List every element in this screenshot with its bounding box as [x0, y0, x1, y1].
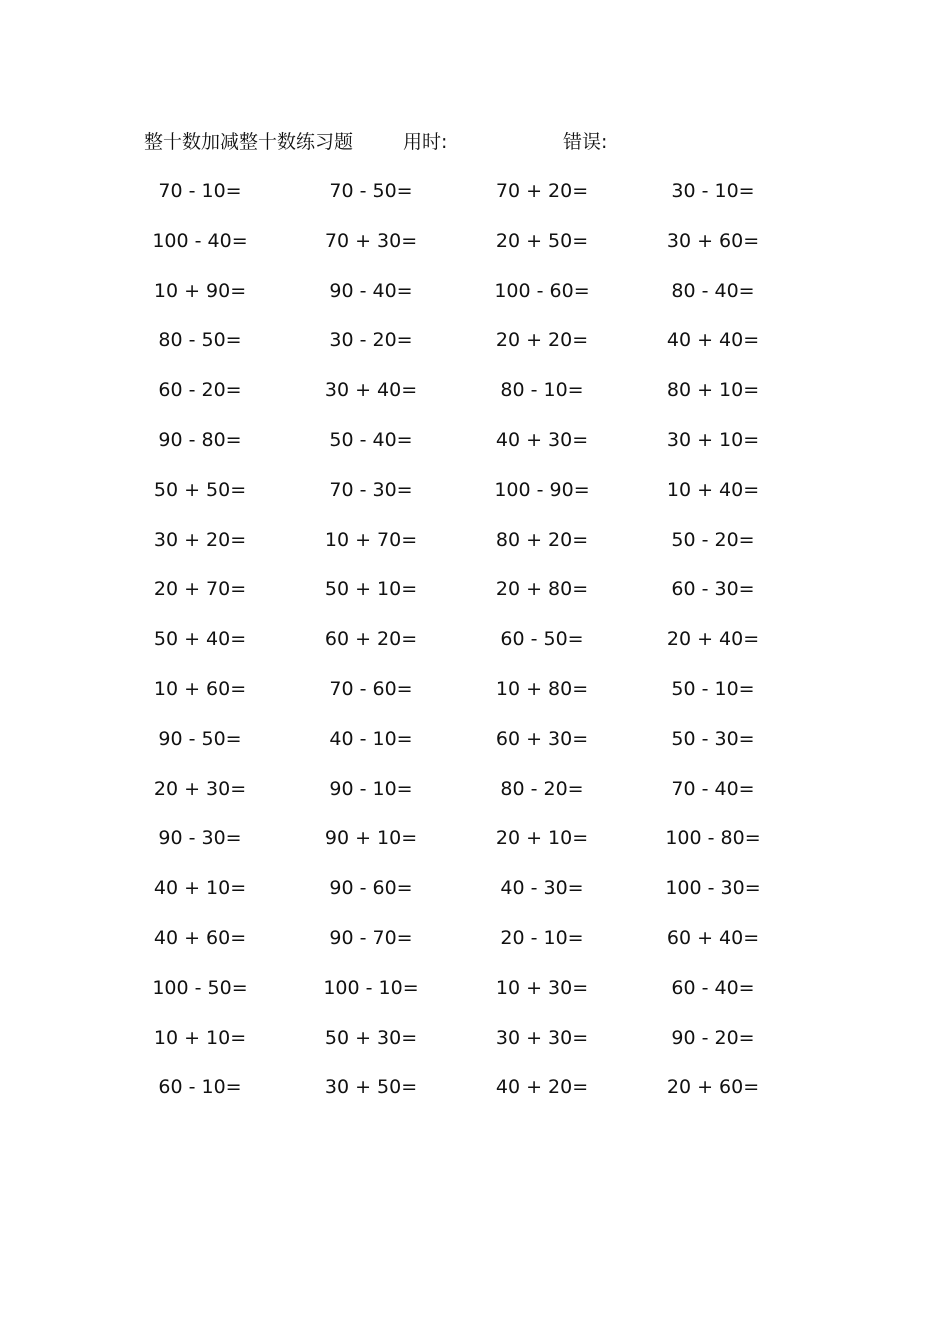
problem-cell: 70 + 20= — [495, 180, 589, 202]
problem-cell: 30 + 50= — [324, 1076, 418, 1099]
problem-cell: 40 - 30= — [500, 877, 584, 900]
problem-cell: 100 - 90= — [494, 478, 590, 501]
problem-cell: 70 - 50= — [329, 180, 413, 202]
problem-cell: 100 - 40= — [152, 229, 248, 252]
problem-cell: 90 - 30= — [158, 827, 242, 850]
problem-cell: 30 - 10= — [671, 180, 755, 202]
problem-cell: 60 - 10= — [158, 1076, 242, 1099]
problem-cell: 40 + 20= — [495, 1076, 589, 1099]
problem-grid — [140, 176, 800, 1122]
problem-cell: 90 + 10= — [324, 827, 418, 850]
problem-cell: 30 + 10= — [666, 428, 760, 451]
problem-cell: 70 - 30= — [329, 478, 413, 501]
problem-row — [140, 425, 800, 475]
problem-cell: 80 + 20= — [495, 528, 589, 551]
problem-row — [140, 226, 800, 276]
problem-cell: 50 - 30= — [671, 727, 755, 750]
problem-cell: 60 + 30= — [495, 727, 589, 750]
problem-row — [140, 1023, 800, 1073]
problem-row — [140, 1072, 800, 1122]
problem-cell: 70 - 10= — [158, 180, 242, 202]
problem-cell: 10 + 60= — [153, 677, 247, 700]
problem-row — [140, 176, 800, 226]
problem-cell: 80 - 10= — [500, 379, 584, 402]
error-label: 错误: — [563, 131, 608, 153]
problem-cell: 60 - 20= — [158, 379, 242, 402]
problem-cell: 50 + 40= — [153, 628, 247, 651]
problem-cell: 20 + 50= — [495, 229, 589, 252]
problem-cell: 100 - 60= — [494, 279, 590, 302]
problem-cell: 40 + 60= — [153, 926, 247, 949]
problem-cell: 80 - 40= — [671, 279, 755, 302]
problem-cell: 60 - 50= — [500, 628, 584, 651]
problem-row — [140, 375, 800, 425]
problem-cell: 20 + 70= — [153, 578, 247, 601]
problem-cell: 100 - 30= — [665, 877, 761, 900]
problem-cell: 80 - 50= — [158, 329, 242, 352]
problem-cell: 50 - 40= — [329, 428, 413, 451]
problem-cell: 20 + 40= — [666, 628, 760, 651]
problem-row — [140, 973, 800, 1023]
problem-cell: 90 - 50= — [158, 727, 242, 750]
problem-cell: 100 - 80= — [665, 827, 761, 850]
problem-cell: 30 + 20= — [153, 528, 247, 551]
problem-row — [140, 674, 800, 724]
problem-cell: 90 - 80= — [158, 428, 242, 451]
problem-cell: 40 - 10= — [329, 727, 413, 750]
problem-cell: 20 + 80= — [495, 578, 589, 601]
problem-cell: 60 - 40= — [671, 976, 755, 999]
problem-cell: 10 + 80= — [495, 677, 589, 700]
problem-row — [140, 276, 800, 326]
problem-cell: 20 - 10= — [500, 926, 584, 949]
problem-cell: 40 + 40= — [666, 329, 760, 352]
problem-cell: 80 - 20= — [500, 777, 584, 800]
problem-cell: 50 + 10= — [324, 578, 418, 601]
problem-cell: 100 - 10= — [323, 976, 419, 999]
problem-cell: 20 + 10= — [495, 827, 589, 850]
problem-cell: 60 + 20= — [324, 628, 418, 651]
problem-row — [140, 873, 800, 923]
problem-row — [140, 525, 800, 575]
problem-cell: 70 - 60= — [329, 677, 413, 700]
problem-cell: 70 - 40= — [671, 777, 755, 800]
problem-cell: 60 - 30= — [671, 578, 755, 601]
problem-row — [140, 823, 800, 873]
problem-cell: 90 - 40= — [329, 279, 413, 302]
problem-cell: 40 + 30= — [495, 428, 589, 451]
problem-cell: 100 - 50= — [152, 976, 248, 999]
problem-row — [140, 325, 800, 375]
problem-cell: 20 + 60= — [666, 1076, 760, 1099]
problem-row — [140, 475, 800, 525]
problem-cell: 10 + 90= — [153, 279, 247, 302]
problem-cell: 70 + 30= — [324, 229, 418, 252]
time-label: 用时: — [403, 131, 448, 153]
problem-cell: 30 + 60= — [666, 229, 760, 252]
problem-cell: 20 + 30= — [153, 777, 247, 800]
problem-cell: 90 - 20= — [671, 1026, 755, 1049]
problem-cell: 30 + 30= — [495, 1026, 589, 1049]
problem-cell: 30 - 20= — [329, 329, 413, 352]
problem-cell: 10 + 70= — [324, 528, 418, 551]
problem-cell: 10 + 30= — [495, 976, 589, 999]
problem-cell: 50 + 50= — [153, 478, 247, 501]
problem-cell: 50 - 20= — [671, 528, 755, 551]
problem-cell: 20 + 20= — [495, 329, 589, 352]
problem-row — [140, 774, 800, 824]
problem-row — [140, 574, 800, 624]
problem-cell: 90 - 70= — [329, 926, 413, 949]
problem-cell: 30 + 40= — [324, 379, 418, 402]
problem-cell: 40 + 10= — [153, 877, 247, 900]
problem-cell: 90 - 10= — [329, 777, 413, 800]
problem-cell: 50 - 10= — [671, 677, 755, 700]
problem-cell: 10 + 40= — [666, 478, 760, 501]
problem-row — [140, 923, 800, 973]
worksheet-title: 整十数加减整十数练习题 — [144, 131, 354, 153]
problem-row — [140, 724, 800, 774]
problem-cell: 80 + 10= — [666, 379, 760, 402]
problem-cell: 90 - 60= — [329, 877, 413, 900]
problem-cell: 10 + 10= — [153, 1026, 247, 1049]
problem-cell: 50 + 30= — [324, 1026, 418, 1049]
problem-row — [140, 624, 800, 674]
worksheet-header — [0, 128, 950, 156]
problem-cell: 60 + 40= — [666, 926, 760, 949]
